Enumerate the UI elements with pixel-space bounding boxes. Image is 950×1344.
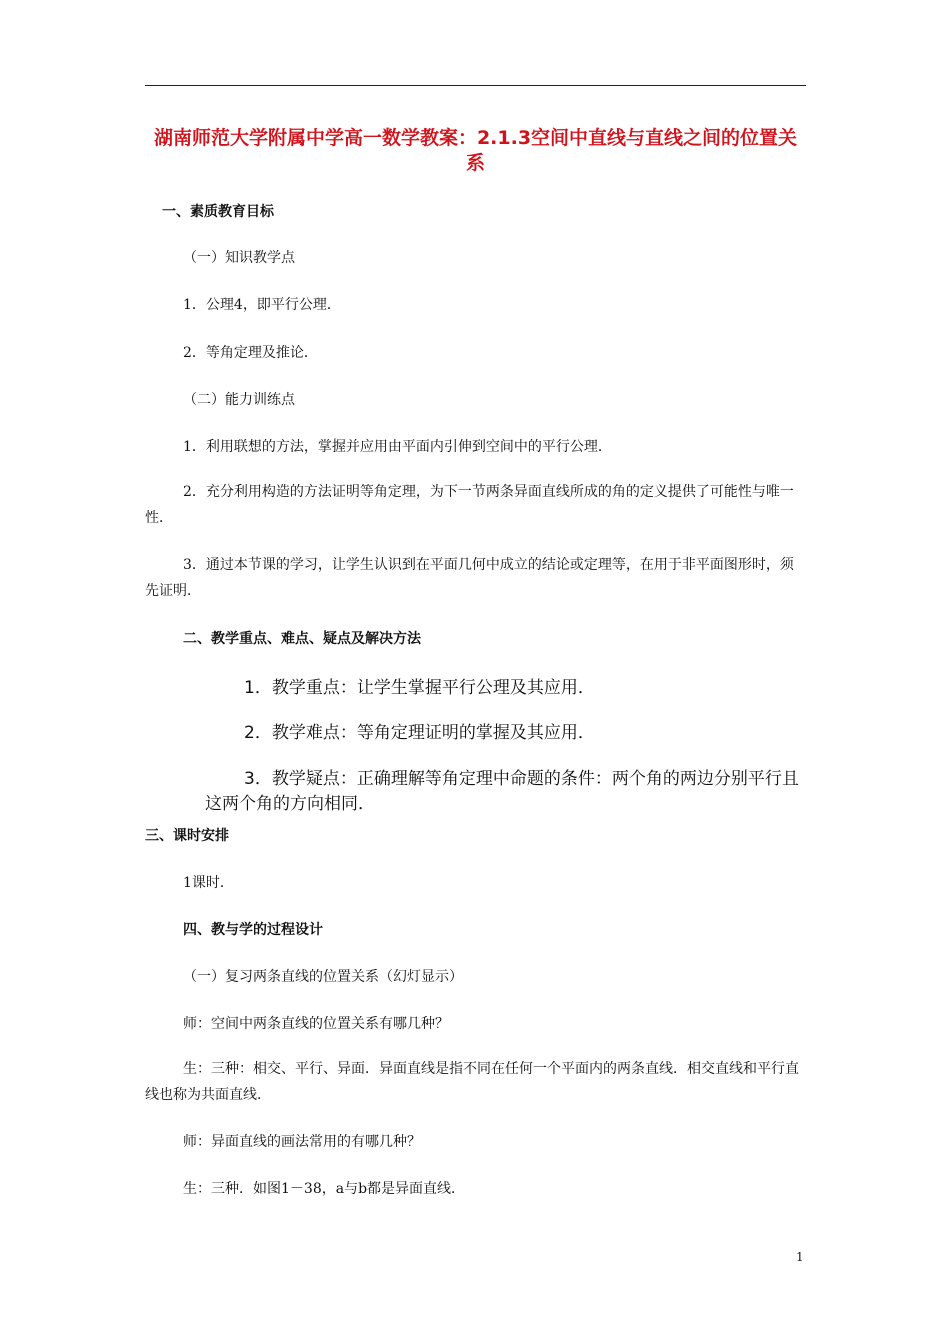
knowledge-item-1: 1．公理4，即平行公理． bbox=[183, 297, 341, 313]
header-rule bbox=[145, 85, 806, 86]
section-2-heading: 二、教学重点、难点、疑点及解决方法 bbox=[183, 631, 421, 647]
section-3-heading: 三、课时安排 bbox=[145, 828, 229, 844]
knowledge-item-2: 2．等角定理及推论． bbox=[183, 345, 318, 361]
student-answer-1: 生：三种：相交、平行、异面．异面直线是指不同在任何一个平面内的两条直线．相交直线和平行直线也称为共面直线． bbox=[145, 1061, 799, 1103]
ability-item-2: 2．充分利用构造的方法证明等角定理，为下一节两条异面直线所成的角的定义提供了可能性与唯一性． bbox=[145, 484, 794, 526]
subsection-knowledge: （一）知识教学点 bbox=[183, 250, 295, 266]
student-answer-2: 生：三种．如图1－38，a与b都是异面直线． bbox=[183, 1181, 466, 1197]
teacher-question-1: 师：空间中两条直线的位置关系有哪几种？ bbox=[183, 1016, 449, 1032]
doubt-point-line2: 这两个角的方向相同． bbox=[205, 794, 375, 814]
teacher-question-2: 师：异面直线的画法常用的有哪几种？ bbox=[183, 1134, 421, 1150]
key-point: 1．教学重点：让学生掌握平行公理及其应用． bbox=[244, 678, 595, 698]
section-1-heading: 一、素质教育目标 bbox=[162, 204, 274, 220]
document-title: 湖南师范大学附属中学高一数学教案：2.1.3空间中直线与直线之间的位置关系 bbox=[153, 127, 798, 174]
page-number: 1 bbox=[796, 1250, 804, 1264]
lesson-hours: 1课时． bbox=[183, 875, 234, 891]
ability-item-3: 3．通过本节课的学习，让学生认识到在平面几何中成立的结论或定理等，在用于非平面图形时，须先证明． bbox=[145, 557, 794, 599]
section-4-heading: 四、教与学的过程设计 bbox=[183, 922, 323, 938]
ability-item-1: 1．利用联想的方法，掌握并应用由平面内引伸到空间中的平行公理． bbox=[183, 439, 612, 455]
subsection-review: （一）复习两条直线的位置关系（幻灯显示） bbox=[183, 969, 463, 985]
difficult-point: 2．教学难点：等角定理证明的掌握及其应用． bbox=[244, 723, 595, 743]
doubt-point-line1: 3．教学疑点：正确理解等角定理中命题的条件：两个角的两边分别平行且 bbox=[244, 769, 799, 789]
subsection-ability: （二）能力训练点 bbox=[183, 392, 295, 408]
